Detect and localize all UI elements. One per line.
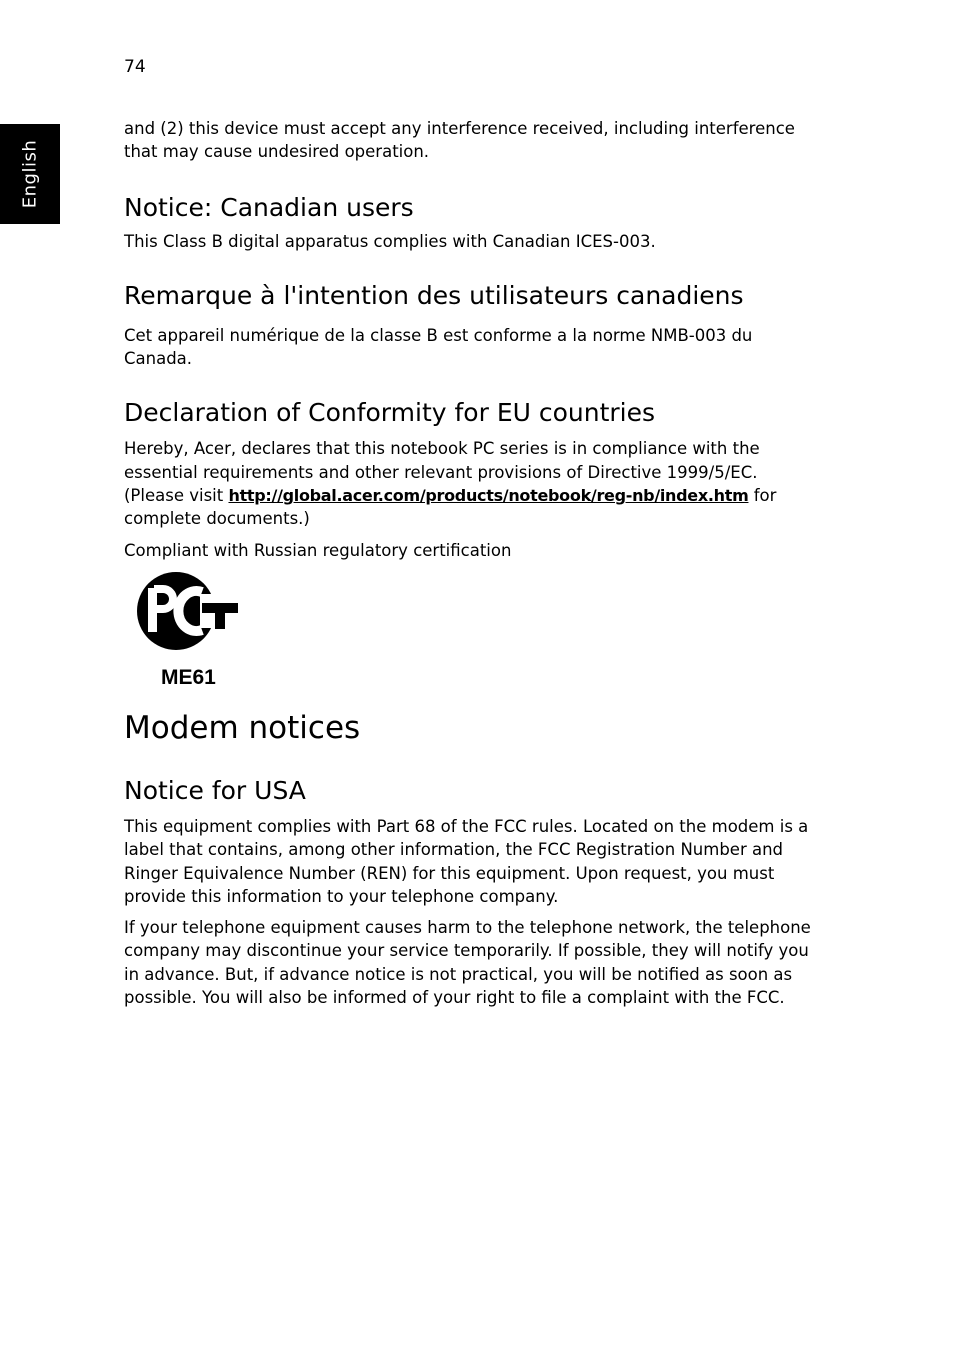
language-tab [0, 124, 60, 224]
acer-reg-link[interactable]: http://global.acer.com/products/notebook/reg-nb/index.htm [228, 486, 749, 506]
usa-paragraph-1: This equipment complies with Part 68 of the FCC rules. Located on the modem is a label that contains, among other information, the FCC Registration Number and Ringer Equivalence Number (REN) for this equipment. Upon request, you must provide this information to your telephone company. [124, 816, 809, 906]
rst-mark-code: ME61 [161, 665, 216, 689]
intro-paragraph: and (2) this device must accept any interference received, including interference that may cause undesired operation. [124, 119, 795, 162]
rst-certification-mark [136, 572, 246, 692]
eu-text-start: Hereby, Acer, declares that this notebook PC series is in compliance with the essential requirements and other relevant provisions of Directive 1999/5/EC. (Please visit [124, 439, 760, 506]
heading-notice-usa: Notice for USA [124, 775, 306, 805]
canadian-paragraph: This Class B digital apparatus complies with Canadian ICES-003. [124, 231, 656, 251]
russian-paragraph: Compliant with Russian regulatory certification [124, 540, 512, 560]
remarque-paragraph: Cet appareil numérique de la classe B est conforme a la norme NMB-003 du Canada. [124, 325, 753, 369]
heading-remarque: Remarque à l'intention des utilisateurs canadiens [124, 280, 744, 310]
usa-paragraph-2: If your telephone equipment causes harm to the telephone network, the telephone company may discontinue your service temporarily. If possible, they will notify you in advance. But, if advance notice is not practical, you will be notified as soon as possible. You will also be informed of your right to file a complaint with the FCC. [124, 918, 811, 1008]
heading-modem-notices: Modem notices [124, 709, 361, 746]
page-content [124, 117, 814, 1009]
language-tab-label: English [19, 139, 41, 209]
rst-logo-icon [136, 572, 240, 652]
eu-text-end: for complete documents.) [124, 486, 777, 529]
heading-eu-conformity: Declaration of Conformity for EU countries [124, 398, 656, 428]
eu-paragraph [124, 437, 814, 530]
page-number: 74 [124, 57, 146, 77]
heading-canadian-users: Notice: Canadian users [124, 192, 414, 222]
